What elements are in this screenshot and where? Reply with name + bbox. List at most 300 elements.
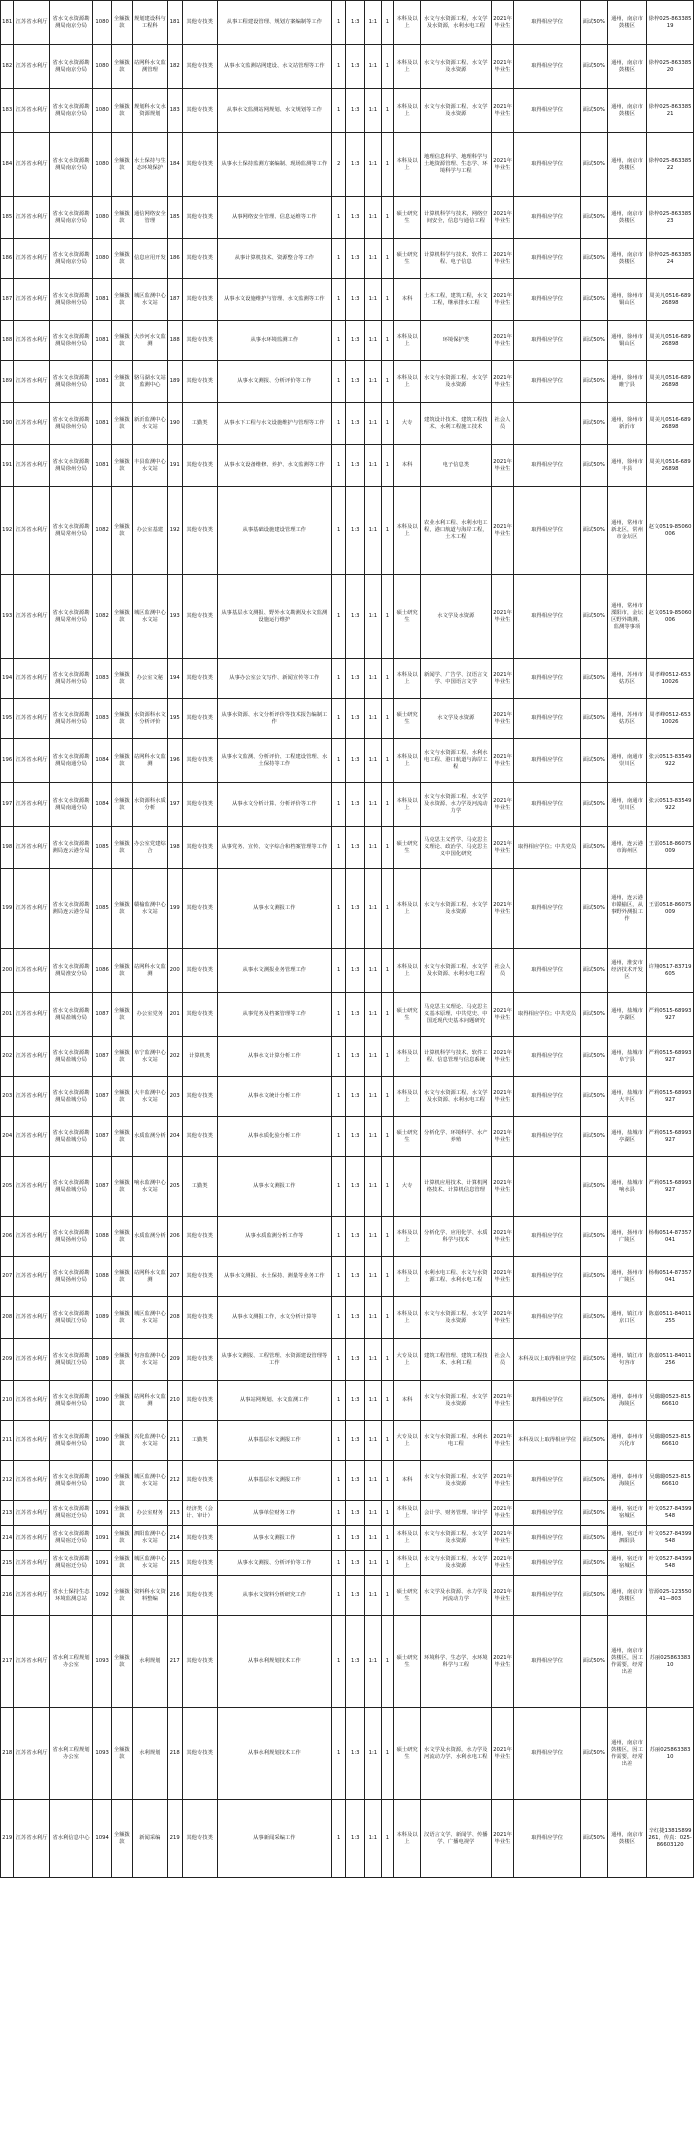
interview-ratio-cell: 1:1 (365, 739, 382, 783)
remarks-cell: 通州，连云港市赣榆区，从事野外测报工作 (607, 869, 646, 949)
row-number-cell: 193 (1, 575, 14, 659)
post-code-cell: 210 (167, 1381, 182, 1421)
exam-ratio-cell: 1:3 (346, 659, 365, 699)
other-requirements-cell: 取得相应学位 (514, 1616, 580, 1708)
funding-type-cell: 全额拨款 (111, 1257, 132, 1297)
department-cell: 江苏省水利厅 (14, 827, 49, 869)
interview-weight-cell: 面试50% (580, 1551, 607, 1576)
unit-name-cell: 省水文水资源勘测局泰州分局 (49, 1461, 93, 1501)
exam-ratio-cell: 1:3 (346, 1037, 365, 1077)
exam-ratio-cell: 1:3 (346, 1576, 365, 1616)
interview-ratio-cell: 1:1 (365, 1708, 382, 1800)
recruit-count-cell: 1 (331, 403, 346, 445)
post-name-cell: 办公室党务 (132, 993, 167, 1037)
row-number-cell: 194 (1, 659, 14, 699)
candidate-type-cell: 2021年毕业生 (491, 1421, 514, 1461)
job-description-cell: 从事水环境监测工作 (217, 321, 331, 361)
funding-type-cell: 全额拨款 (111, 403, 132, 445)
exam-ratio-cell: 1:3 (346, 1551, 365, 1576)
post-name-cell: 城区监测中心水文站 (132, 575, 167, 659)
funding-type-cell: 全额拨款 (111, 993, 132, 1037)
contact-cell: 徐梓025-86338521 (647, 89, 694, 133)
unit-name-cell: 省水文水资源勘测局盐城分局 (49, 1117, 93, 1157)
job-description-cell: 从事水文监测站网规划、水文规划等工作 (217, 89, 331, 133)
post-category-cell: 其他专技类 (182, 993, 217, 1037)
department-cell: 江苏省水利厅 (14, 1551, 49, 1576)
interview-ratio-cell: 1:1 (365, 1297, 382, 1339)
major-cell: 水利水电工程、水文与水资源工程、水利水电工程 (421, 1257, 492, 1297)
funding-type-cell: 全额拨款 (111, 279, 132, 321)
job-description-cell: 从事基层水文测报工作 (217, 1421, 331, 1461)
post-category-cell: 其他专技类 (182, 1077, 217, 1117)
remarks-cell: 通州，扬州市广陵区 (607, 1217, 646, 1257)
unit-code-cell: 1081 (93, 321, 112, 361)
unit-name-cell: 省水利工程规划办公室 (49, 1616, 93, 1708)
remarks-cell: 通州，连云港市海州区 (607, 827, 646, 869)
other-requirements-cell: 取得相应学位 (514, 783, 580, 827)
other-requirements-cell: 取得相应学位 (514, 739, 580, 783)
recruit-count-cell: 1 (331, 1381, 346, 1421)
job-description-cell: 从事基础设施建设管理工作 (217, 487, 331, 575)
post-code-cell: 219 (167, 1800, 182, 1878)
job-description-cell: 从事水文统计分析工作 (217, 1077, 331, 1117)
extra-flag-cell: 1 (381, 1708, 393, 1800)
department-cell: 江苏省水利厅 (14, 1421, 49, 1461)
table-row (1, 1526, 694, 1551)
funding-type-cell: 全额拨款 (111, 1461, 132, 1501)
job-description-cell: 从事水文测报工作 (217, 1526, 331, 1551)
department-cell: 江苏省水利厅 (14, 487, 49, 575)
post-code-cell: 187 (167, 279, 182, 321)
table-row (1, 1077, 694, 1117)
major-cell: 水文与水资源工程、水文学及水资源 (421, 1381, 492, 1421)
job-description-cell: 从事网络安全管理、信息运维等工作 (217, 197, 331, 239)
extra-flag-cell: 1 (381, 1339, 393, 1381)
exam-ratio-cell: 1:3 (346, 1257, 365, 1297)
row-number-cell: 189 (1, 361, 14, 403)
unit-code-cell: 1092 (93, 1576, 112, 1616)
department-cell: 江苏省水利厅 (14, 445, 49, 487)
post-category-cell: 其他专技类 (182, 699, 217, 739)
candidate-type-cell: 2021年毕业生 (491, 1257, 514, 1297)
post-category-cell: 其他专技类 (182, 1708, 217, 1800)
recruit-count-cell: 1 (331, 827, 346, 869)
major-cell: 水文学及水资源、水力学及河流动力学 (421, 1576, 492, 1616)
post-category-cell: 其他专技类 (182, 575, 217, 659)
unit-name-cell: 省水文水资源勘测局连云港分局 (49, 869, 93, 949)
interview-ratio-cell: 1:1 (365, 45, 382, 89)
unit-name-cell: 省水利工程规划办公室 (49, 1708, 93, 1800)
extra-flag-cell: 1 (381, 1501, 393, 1526)
row-number-cell: 212 (1, 1461, 14, 1501)
recruit-count-cell: 1 (331, 1297, 346, 1339)
post-code-cell: 218 (167, 1708, 182, 1800)
unit-code-cell: 1080 (93, 197, 112, 239)
recruit-count-cell: 1 (331, 1461, 346, 1501)
unit-name-cell: 省水文水资源勘测局常州分局 (49, 487, 93, 575)
other-requirements-cell: 取得相应学位 (514, 197, 580, 239)
funding-type-cell: 全额拨款 (111, 739, 132, 783)
candidate-type-cell: 2021年毕业生 (491, 1297, 514, 1339)
major-cell: 计算机科学与技术、软件工程、电子信息 (421, 239, 492, 279)
post-code-cell: 197 (167, 783, 182, 827)
exam-ratio-cell: 1:3 (346, 197, 365, 239)
major-cell: 水文与水资源工程、水文学及水资源 (421, 1551, 492, 1576)
candidate-type-cell: 2021年毕业生 (491, 783, 514, 827)
table-row (1, 1616, 694, 1708)
interview-weight-cell: 面试50% (580, 1, 607, 45)
post-code-cell: 185 (167, 197, 182, 239)
unit-name-cell: 省水文水资源勘测局南京分局 (49, 89, 93, 133)
exam-ratio-cell: 1:3 (346, 1800, 365, 1878)
candidate-type-cell: 2021年毕业生 (491, 361, 514, 403)
remarks-cell: 通州，徐州市铜山区 (607, 321, 646, 361)
candidate-type-cell: 2021年毕业生 (491, 1217, 514, 1257)
job-description-cell: 从事党务、宣传、文字综合和档案管理等工作 (217, 827, 331, 869)
unit-code-cell: 1093 (93, 1616, 112, 1708)
candidate-type-cell: 2021年毕业生 (491, 1037, 514, 1077)
unit-name-cell: 省水文水资源勘测局苏州分局 (49, 699, 93, 739)
table-row (1, 1501, 694, 1526)
funding-type-cell: 全额拨款 (111, 487, 132, 575)
table-row (1, 45, 694, 89)
education-cell: 硕士研究生 (394, 1117, 421, 1157)
extra-flag-cell: 1 (381, 1461, 393, 1501)
interview-ratio-cell: 1:1 (365, 1576, 382, 1616)
department-cell: 江苏省水利厅 (14, 1526, 49, 1551)
job-description-cell: 从事水文资料分析研究工作 (217, 1576, 331, 1616)
post-code-cell: 184 (167, 133, 182, 197)
job-description-cell: 从事水文计算分析工作 (217, 1037, 331, 1077)
row-number-cell: 211 (1, 1421, 14, 1461)
exam-ratio-cell: 1:3 (346, 321, 365, 361)
funding-type-cell: 全额拨款 (111, 1421, 132, 1461)
education-cell: 本科及以上 (394, 45, 421, 89)
exam-ratio-cell: 1:3 (346, 1157, 365, 1217)
post-code-cell: 204 (167, 1117, 182, 1157)
remarks-cell: 通州，南京市鼓楼区 (607, 197, 646, 239)
other-requirements-cell: 取得相应学位 (514, 659, 580, 699)
table-row (1, 1117, 694, 1157)
department-cell: 江苏省水利厅 (14, 1501, 49, 1526)
education-cell: 本科及以上 (394, 783, 421, 827)
exam-ratio-cell: 1:3 (346, 1339, 365, 1381)
remarks-cell: 通州，南京市鼓楼区 (607, 1800, 646, 1878)
table-row (1, 133, 694, 197)
extra-flag-cell: 1 (381, 659, 393, 699)
unit-name-cell: 省水文水资源勘测局连云港分局 (49, 827, 93, 869)
table-row (1, 197, 694, 239)
candidate-type-cell: 2021年毕业生 (491, 1381, 514, 1421)
other-requirements-cell: 取得相应学位 (514, 1257, 580, 1297)
other-requirements-cell: 取得相应学位 (514, 1117, 580, 1157)
unit-code-cell: 1080 (93, 1, 112, 45)
contact-cell: 王雷0518-86075009 (647, 827, 694, 869)
other-requirements-cell: 取得相应学位 (514, 1077, 580, 1117)
post-code-cell: 208 (167, 1297, 182, 1339)
remarks-cell: 通州，南京市鼓楼区 (607, 45, 646, 89)
remarks-cell: 通州，盐城市阜宁县 (607, 1037, 646, 1077)
education-cell: 硕士研究生 (394, 993, 421, 1037)
department-cell: 江苏省水利厅 (14, 279, 49, 321)
department-cell: 江苏省水利厅 (14, 89, 49, 133)
interview-weight-cell: 面试50% (580, 403, 607, 445)
department-cell: 江苏省水利厅 (14, 1708, 49, 1800)
contact-cell: 严莉0515-68993927 (647, 1117, 694, 1157)
row-number-cell: 205 (1, 1157, 14, 1217)
post-name-cell: 水土保持与生态环境保护 (132, 133, 167, 197)
contact-cell: 严莉0515-68993927 (647, 1037, 694, 1077)
table-row (1, 1257, 694, 1297)
post-name-cell: 城区监测中心水文站 (132, 1461, 167, 1501)
department-cell: 江苏省水利厅 (14, 659, 49, 699)
row-number-cell: 213 (1, 1501, 14, 1526)
interview-ratio-cell: 1:1 (365, 1381, 382, 1421)
unit-code-cell: 1080 (93, 239, 112, 279)
exam-ratio-cell: 1:3 (346, 1, 365, 45)
exam-ratio-cell: 1:3 (346, 445, 365, 487)
post-name-cell: 城区监测中心水文站 (132, 279, 167, 321)
row-number-cell: 209 (1, 1339, 14, 1381)
table-row (1, 445, 694, 487)
department-cell: 江苏省水利厅 (14, 993, 49, 1037)
post-name-cell: 站网科水文监测管理 (132, 45, 167, 89)
extra-flag-cell: 1 (381, 239, 393, 279)
contact-cell: 陈嘉0511-84011256 (647, 1339, 694, 1381)
recruit-count-cell: 1 (331, 783, 346, 827)
candidate-type-cell: 2021年毕业生 (491, 133, 514, 197)
unit-name-cell: 省水文水资源勘测局盐城分局 (49, 1157, 93, 1217)
department-cell: 江苏省水利厅 (14, 1257, 49, 1297)
education-cell: 本科及以上 (394, 949, 421, 993)
unit-code-cell: 1080 (93, 89, 112, 133)
contact-cell: 严莉0515-68993927 (647, 1157, 694, 1217)
department-cell: 江苏省水利厅 (14, 949, 49, 993)
major-cell: 水文与水资源工程、水文学及水资源、水力学及河流动力学 (421, 783, 492, 827)
interview-weight-cell: 面试50% (580, 361, 607, 403)
contact-cell: 周美凡0516-68926898 (647, 361, 694, 403)
interview-ratio-cell: 1:1 (365, 1501, 382, 1526)
education-cell: 硕士研究生 (394, 1576, 421, 1616)
department-cell: 江苏省水利厅 (14, 1117, 49, 1157)
contact-cell: 徐梓025-86338523 (647, 197, 694, 239)
unit-name-cell: 省水文水资源勘测局徐州分局 (49, 321, 93, 361)
post-name-cell: 规划科水文水资源规划 (132, 89, 167, 133)
funding-type-cell: 全额拨款 (111, 1616, 132, 1708)
funding-type-cell: 全额拨款 (111, 575, 132, 659)
candidate-type-cell: 社会人员 (491, 1339, 514, 1381)
interview-ratio-cell: 1:1 (365, 1461, 382, 1501)
extra-flag-cell: 1 (381, 89, 393, 133)
exam-ratio-cell: 1:3 (346, 1616, 365, 1708)
remarks-cell: 通州，宿迁市泗阳县 (607, 1526, 646, 1551)
extra-flag-cell: 1 (381, 1117, 393, 1157)
exam-ratio-cell: 1:3 (346, 1708, 365, 1800)
post-code-cell: 192 (167, 487, 182, 575)
interview-weight-cell: 面试50% (580, 45, 607, 89)
other-requirements-cell: 取得相应学位 (514, 699, 580, 739)
department-cell: 江苏省水利厅 (14, 1461, 49, 1501)
job-description-cell: 从事水文分析计算、分析评价等工作 (217, 783, 331, 827)
unit-code-cell: 1094 (93, 1800, 112, 1878)
row-number-cell: 215 (1, 1551, 14, 1576)
unit-code-cell: 1082 (93, 575, 112, 659)
post-category-cell: 工勤类 (182, 1157, 217, 1217)
unit-name-cell: 省水文水资源勘测局宿迁分局 (49, 1501, 93, 1526)
row-number-cell: 200 (1, 949, 14, 993)
extra-flag-cell: 1 (381, 1576, 393, 1616)
contact-cell: 陈嘉0511-84011255 (647, 1297, 694, 1339)
unit-name-cell: 省水文水资源勘测局盐城分局 (49, 1037, 93, 1077)
post-name-cell: 水利规划 (132, 1616, 167, 1708)
unit-code-cell: 1090 (93, 1461, 112, 1501)
unit-name-cell: 省水文水资源勘测局苏州分局 (49, 659, 93, 699)
other-requirements-cell: 取得相应学位 (514, 1217, 580, 1257)
candidate-type-cell: 2021年毕业生 (491, 321, 514, 361)
recruit-count-cell: 1 (331, 1708, 346, 1800)
interview-weight-cell: 面试50% (580, 1037, 607, 1077)
extra-flag-cell: 1 (381, 1257, 393, 1297)
funding-type-cell: 全额拨款 (111, 133, 132, 197)
department-cell: 江苏省水利厅 (14, 1381, 49, 1421)
department-cell: 江苏省水利厅 (14, 45, 49, 89)
education-cell: 本科及以上 (394, 1800, 421, 1878)
contact-cell: 严莉0515-68993927 (647, 993, 694, 1037)
education-cell: 硕士研究生 (394, 575, 421, 659)
post-category-cell: 其他专技类 (182, 1576, 217, 1616)
table-row (1, 1461, 694, 1501)
job-description-cell: 从事水土保持监测方案编制、现场监测等工作 (217, 133, 331, 197)
interview-ratio-cell: 1:1 (365, 89, 382, 133)
unit-name-cell: 省水文水资源勘测局宿迁分局 (49, 1526, 93, 1551)
remarks-cell: 通州，南京市鼓楼区 (607, 1576, 646, 1616)
other-requirements-cell: 取得相应学位 (514, 1526, 580, 1551)
unit-code-cell: 1088 (93, 1217, 112, 1257)
education-cell: 本科及以上 (394, 1551, 421, 1576)
interview-weight-cell: 面试50% (580, 1117, 607, 1157)
recruit-count-cell: 1 (331, 699, 346, 739)
recruit-count-cell: 1 (331, 1217, 346, 1257)
education-cell: 本科及以上 (394, 1037, 421, 1077)
job-description-cell: 从事水文测报工作，水文分析计算等 (217, 1297, 331, 1339)
post-category-cell: 其他专技类 (182, 1297, 217, 1339)
exam-ratio-cell: 1:3 (346, 739, 365, 783)
row-number-cell: 219 (1, 1800, 14, 1878)
remarks-cell: 通州，南通市崇川区 (607, 739, 646, 783)
funding-type-cell: 全额拨款 (111, 1157, 132, 1217)
remarks-cell: 通州，徐州市新沂市 (607, 403, 646, 445)
post-code-cell: 212 (167, 1461, 182, 1501)
remarks-cell: 通州，徐州市铜山区 (607, 279, 646, 321)
education-cell: 本科及以上 (394, 1297, 421, 1339)
major-cell: 水文与水资源工程、水文学及水资源 (421, 1526, 492, 1551)
other-requirements-cell: 取得相应学位；中共党员 (514, 993, 580, 1037)
education-cell: 本科 (394, 279, 421, 321)
extra-flag-cell: 1 (381, 403, 393, 445)
other-requirements-cell: 取得相应学位 (514, 1576, 580, 1616)
remarks-cell: 通州，扬州市广陵区 (607, 1257, 646, 1297)
interview-weight-cell: 面试50% (580, 949, 607, 993)
post-category-cell: 其他专技类 (182, 133, 217, 197)
remarks-cell: 通州，宿迁市宿城区 (607, 1551, 646, 1576)
interview-ratio-cell: 1:1 (365, 1421, 382, 1461)
post-category-cell: 其他专技类 (182, 45, 217, 89)
interview-weight-cell: 面试50% (580, 869, 607, 949)
candidate-type-cell: 2021年毕业生 (491, 1077, 514, 1117)
table-row (1, 239, 694, 279)
post-code-cell: 217 (167, 1616, 182, 1708)
remarks-cell: 通州，盐城市大丰区 (607, 1077, 646, 1117)
interview-weight-cell: 面试50% (580, 445, 607, 487)
job-description-cell: 从事水文测报、分析评价等工作 (217, 1551, 331, 1576)
interview-ratio-cell: 1:1 (365, 1037, 382, 1077)
interview-weight-cell: 面试50% (580, 279, 607, 321)
row-number-cell: 183 (1, 89, 14, 133)
department-cell: 江苏省水利厅 (14, 1217, 49, 1257)
department-cell: 江苏省水利厅 (14, 699, 49, 739)
candidate-type-cell: 2021年毕业生 (491, 993, 514, 1037)
table-row (1, 993, 694, 1037)
funding-type-cell: 全额拨款 (111, 89, 132, 133)
interview-ratio-cell: 1:1 (365, 993, 382, 1037)
recruit-count-cell: 1 (331, 1257, 346, 1297)
interview-weight-cell: 面试50% (580, 575, 607, 659)
row-number-cell: 186 (1, 239, 14, 279)
post-category-cell: 其他专技类 (182, 1117, 217, 1157)
interview-weight-cell: 面试50% (580, 239, 607, 279)
unit-code-cell: 1080 (93, 45, 112, 89)
remarks-cell: 通州，苏州市姑苏区 (607, 699, 646, 739)
unit-code-cell: 1080 (93, 133, 112, 197)
major-cell: 马克思主义哲学、马克思主义理论、政治学、马克思主义中国化研究 (421, 827, 492, 869)
table-row (1, 361, 694, 403)
interview-ratio-cell: 1:1 (365, 1551, 382, 1576)
education-cell: 本科 (394, 1461, 421, 1501)
contact-cell: 徐梓025-86338519 (647, 1, 694, 45)
table-row (1, 783, 694, 827)
exam-ratio-cell: 1:3 (346, 1381, 365, 1421)
recruit-count-cell: 1 (331, 1339, 346, 1381)
post-code-cell: 207 (167, 1257, 182, 1297)
contact-cell: 周孝峰0512-65310026 (647, 659, 694, 699)
extra-flag-cell: 1 (381, 1, 393, 45)
contact-cell: 周美凡0516-68926898 (647, 279, 694, 321)
other-requirements-cell: 取得相应学位 (514, 1501, 580, 1526)
table-row (1, 869, 694, 949)
post-name-cell: 规划建设科与工程科 (132, 1, 167, 45)
unit-name-cell: 省水文水资源勘测局宿迁分局 (49, 1551, 93, 1576)
other-requirements-cell: 取得相应学位 (514, 1381, 580, 1421)
post-code-cell: 186 (167, 239, 182, 279)
post-category-cell: 其他专技类 (182, 1551, 217, 1576)
unit-code-cell: 1081 (93, 403, 112, 445)
post-code-cell: 191 (167, 445, 182, 487)
department-cell: 江苏省水利厅 (14, 1576, 49, 1616)
major-cell: 水文与水资源工程、水文学及水资源 (421, 89, 492, 133)
remarks-cell: 通州，盐城市响水县 (607, 1157, 646, 1217)
education-cell: 本科及以上 (394, 1526, 421, 1551)
table-row (1, 1, 694, 45)
education-cell: 本科 (394, 445, 421, 487)
post-code-cell: 214 (167, 1526, 182, 1551)
funding-type-cell: 全额拨款 (111, 361, 132, 403)
job-description-cell: 从事基层水文测报工作 (217, 1461, 331, 1501)
candidate-type-cell: 2021年毕业生 (491, 827, 514, 869)
extra-flag-cell: 1 (381, 1800, 393, 1878)
job-description-cell: 从事站网规划、水文监测工作 (217, 1381, 331, 1421)
funding-type-cell: 全额拨款 (111, 1551, 132, 1576)
interview-ratio-cell: 1:1 (365, 361, 382, 403)
